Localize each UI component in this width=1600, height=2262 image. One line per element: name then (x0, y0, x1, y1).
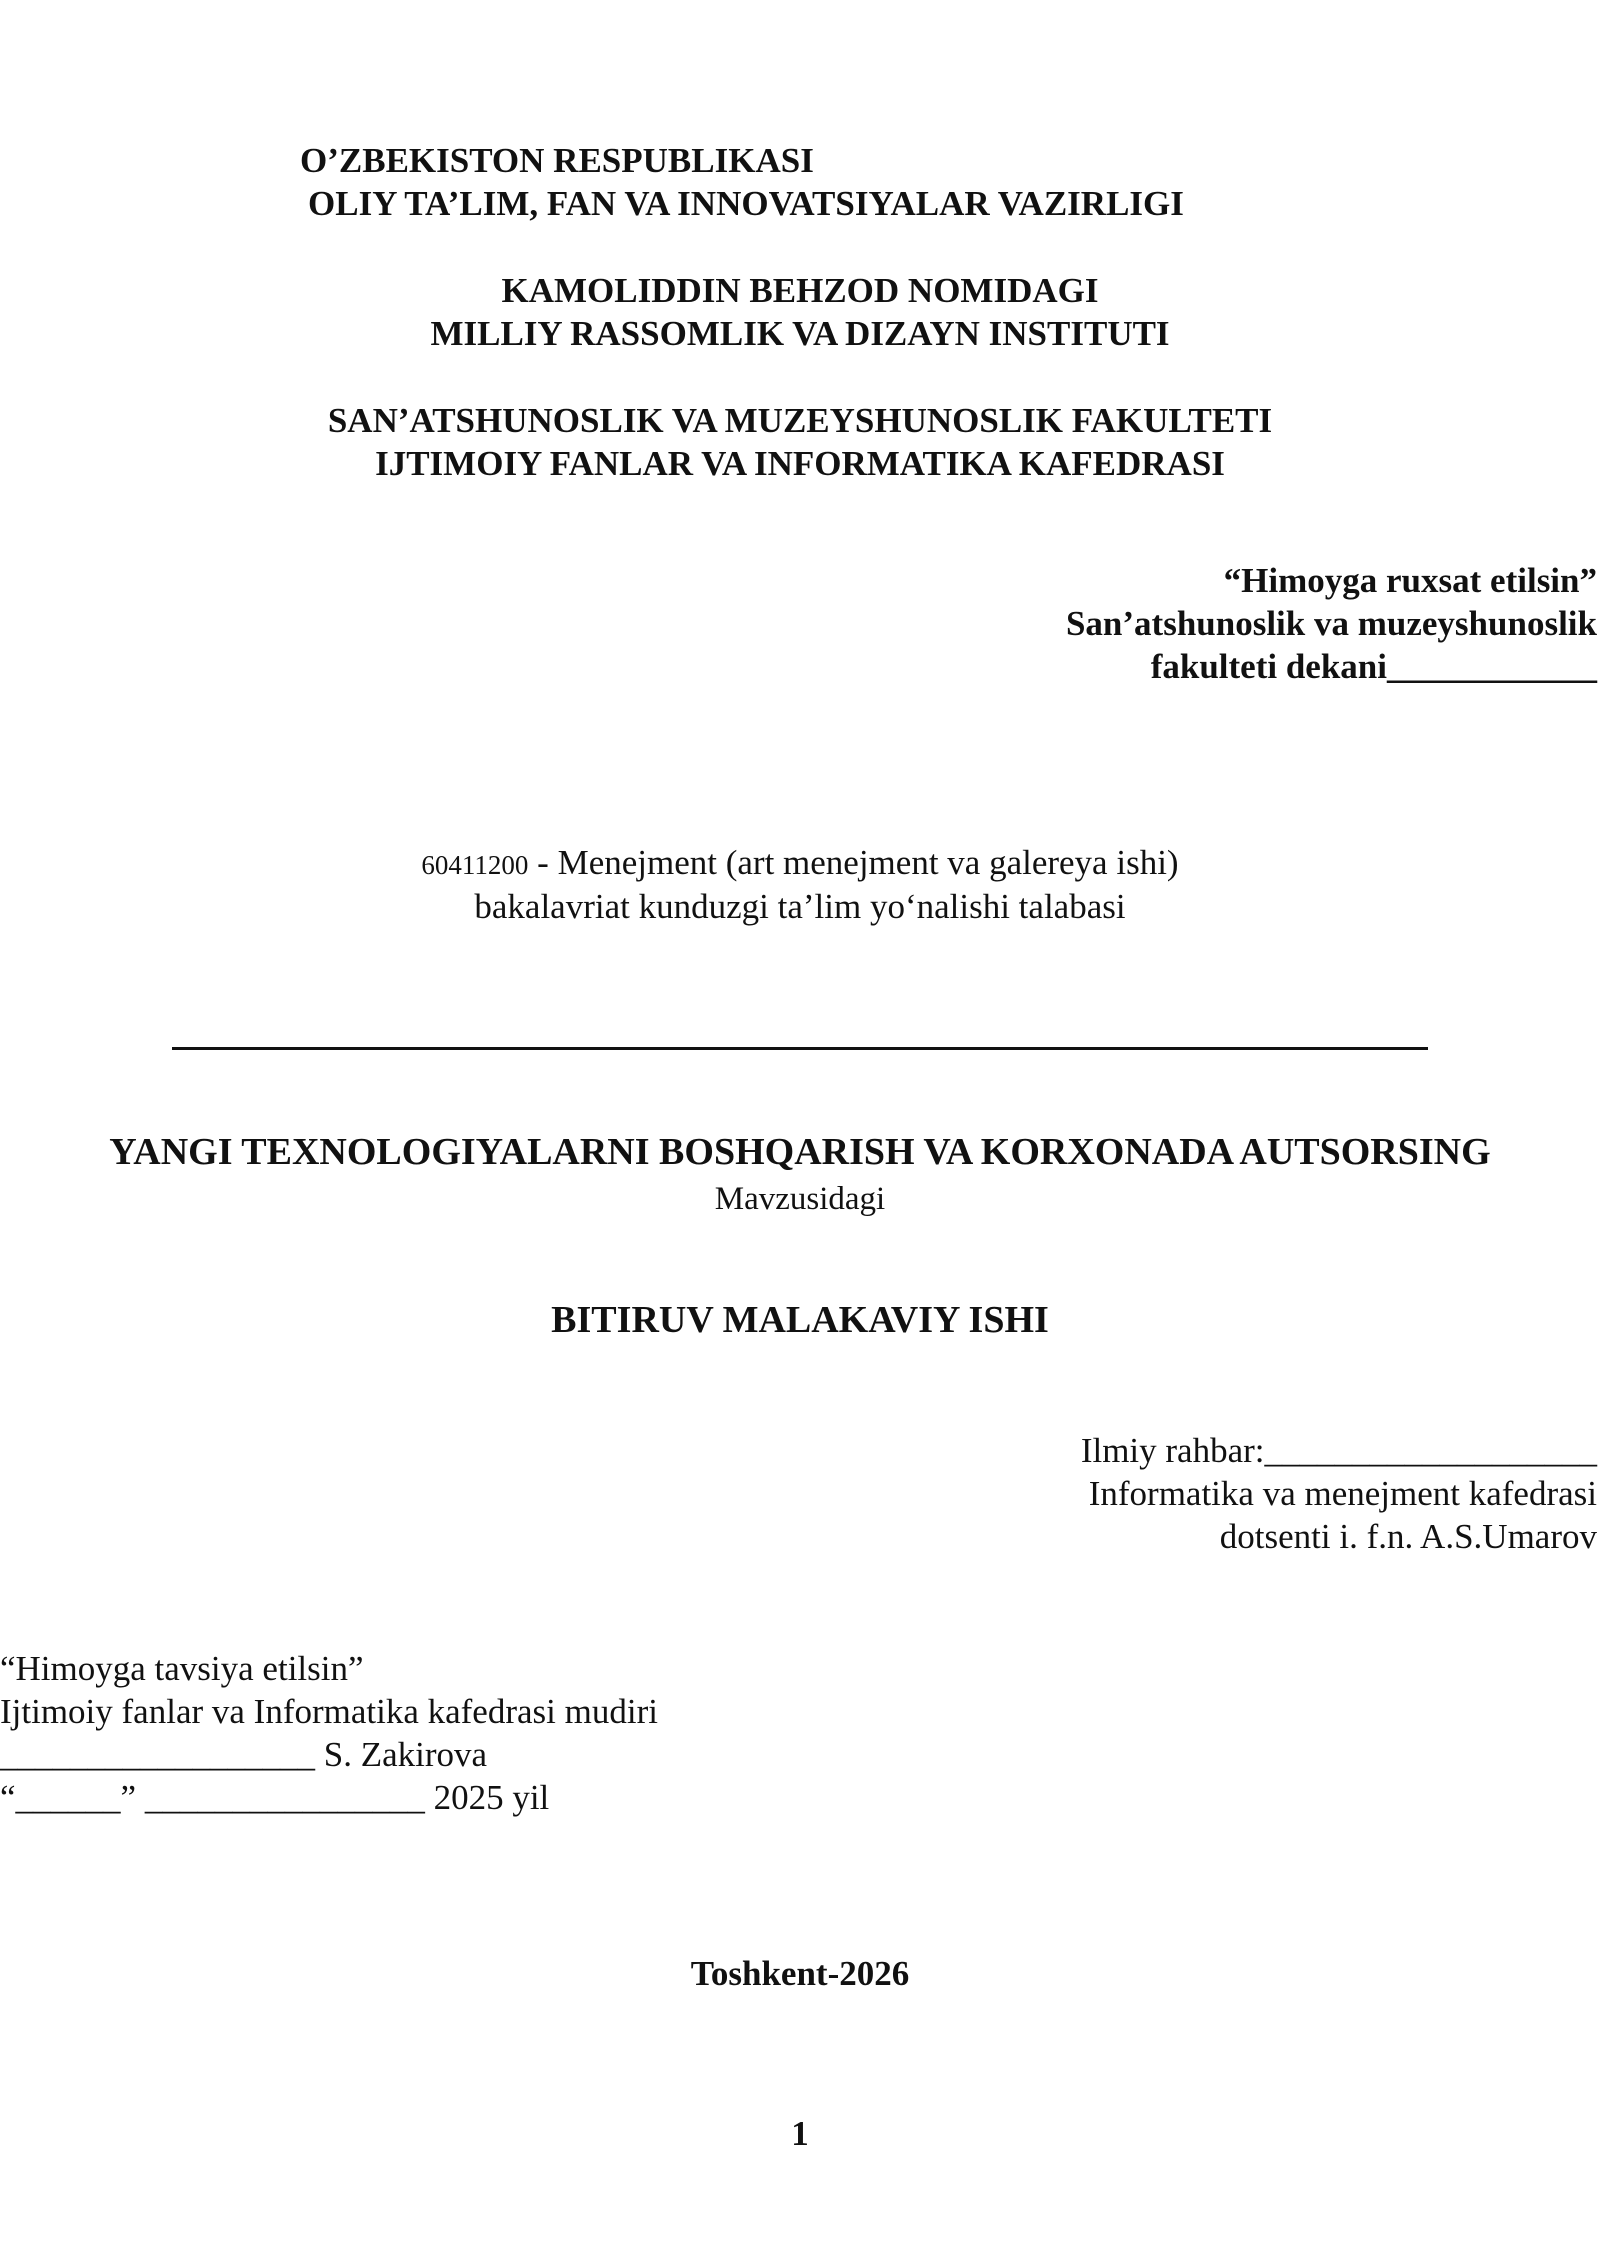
institute-line-2: MILLIY RASSOMLIK VA DIZAYN INSTITUTI (430, 314, 1170, 353)
department-line: IJTIMOIY FANLAR VA INFORMATIKA KAFEDRASI (375, 444, 1225, 483)
faculty-line: SAN’ATSHUNOSLIK VA MUZEYSHUNOSLIK FAKULTETI (327, 401, 1273, 440)
approval-line-1: “Himoyga ruxsat etilsin” (1223, 561, 1597, 600)
program-line-1 (0, 845, 1600, 880)
supervisor-line-2: Informatika va menejment kafedrasi (1088, 1474, 1597, 1513)
thesis-type: BITIRUV MALAKAVIY ISHI (551, 1299, 1049, 1341)
recommendation-line-3: __________________ S. Zakirova (0, 1735, 488, 1774)
program-code: 60411200 (421, 850, 529, 880)
supervisor-line-1: Ilmiy rahbar:___________________ (1080, 1431, 1597, 1470)
recommendation-line-1: “Himoyga tavsiya etilsin” (0, 1649, 364, 1688)
thesis-topic: YANGI TEXNOLOGIYALARNI BOSHQARISH VA KORXONADA AUTSORSING (109, 1131, 1491, 1173)
supervisor-line-3: dotsenti i. f.n. A.S.Umarov (1219, 1517, 1597, 1556)
student-name-underline (172, 1047, 1428, 1050)
approval-line-3: fakulteti dekani____________ (1150, 647, 1597, 686)
program-name: - Menejment (art menejment va galereya ishi) (528, 843, 1179, 882)
recommendation-line-2: Ijtimoiy fanlar va Informatika kafedrasi mudiri (0, 1692, 658, 1731)
thesis-topic-suffix: Mavzusidagi (714, 1181, 886, 1217)
page-number: 1 (791, 2114, 809, 2153)
program-line-2: bakalavriat kunduzgi ta’lim yo‘nalishi talabasi (474, 887, 1126, 926)
recommendation-line-4: “______” ________________ 2025 yil (0, 1778, 550, 1817)
ministry-line-2: OLIY TA’LIM, FAN VA INNOVATSIYALAR VAZIRLIGI (308, 184, 1184, 223)
ministry-line-1: O’ZBEKISTON RESPUBLIKASI (300, 141, 814, 180)
institute-line-1: KAMOLIDDIN BEHZOD NOMIDAGI (501, 271, 1099, 310)
city-year: Toshkent-2026 (690, 1954, 910, 1993)
approval-line-2: San’atshunoslik va muzeyshunoslik (1065, 604, 1597, 643)
